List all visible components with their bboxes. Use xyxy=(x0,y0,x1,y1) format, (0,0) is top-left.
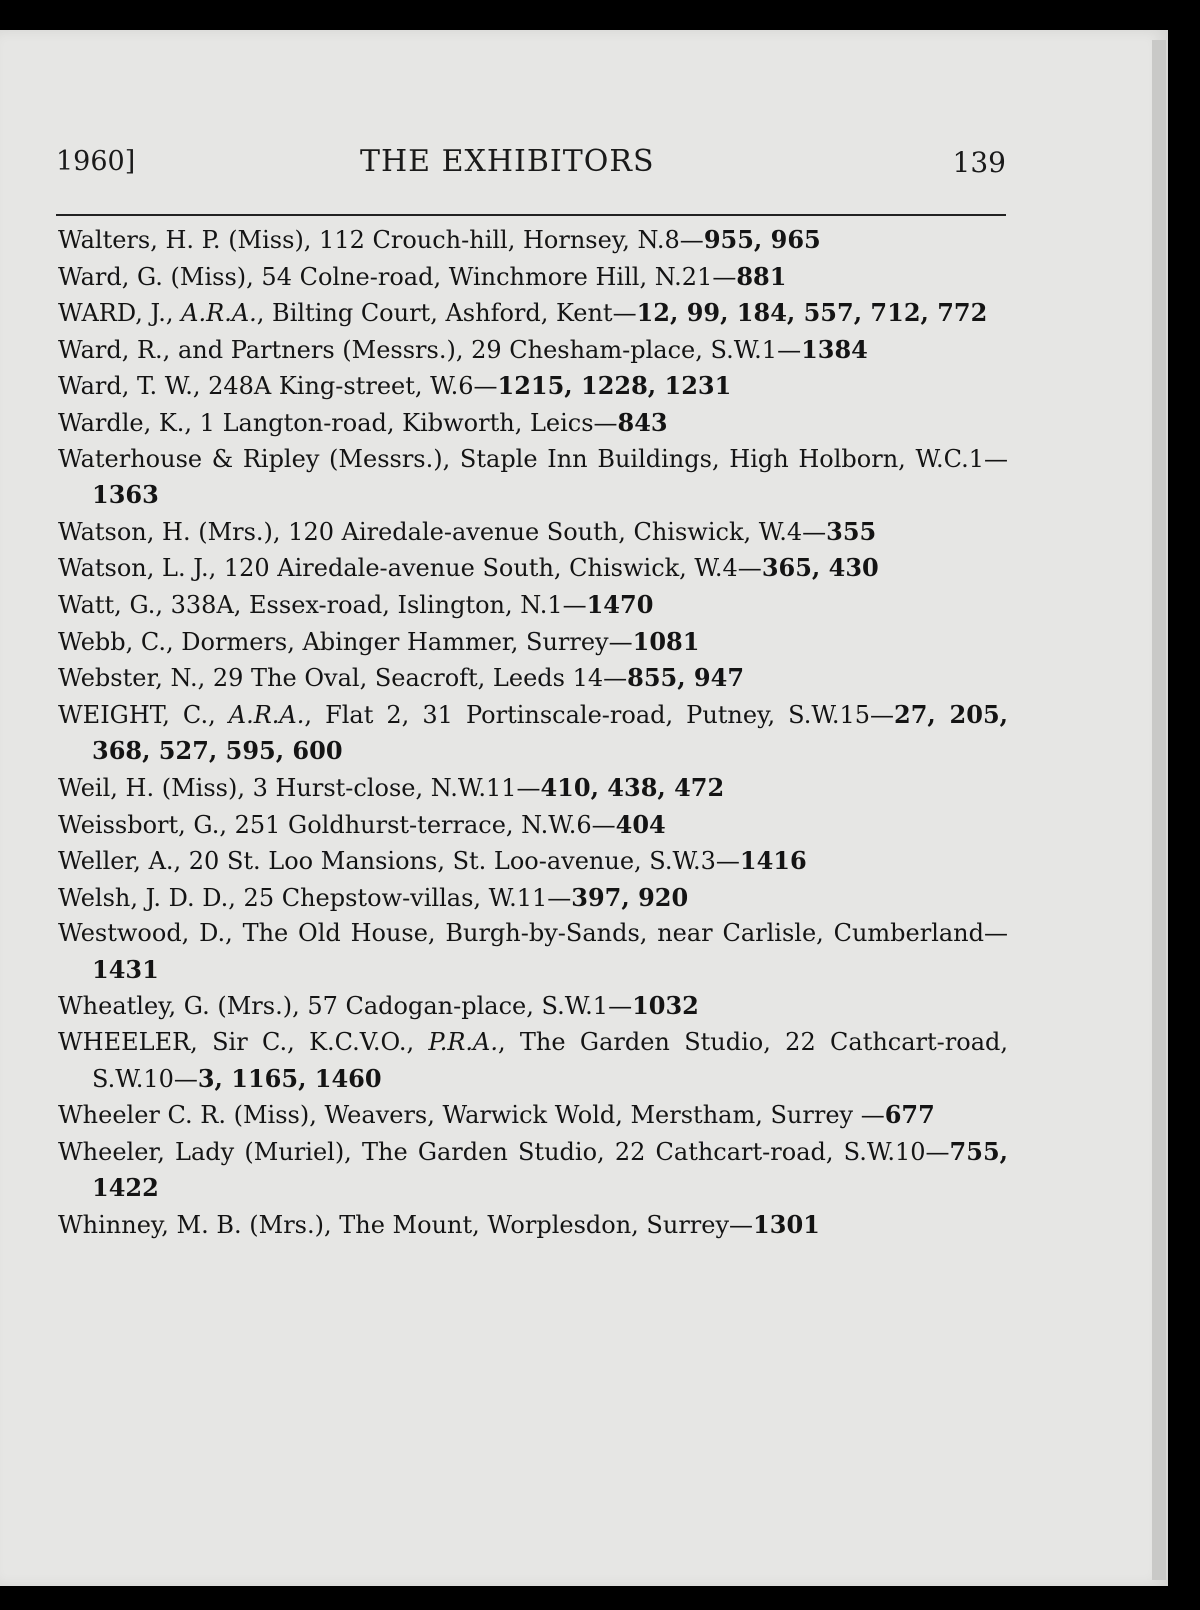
entry-numbers: 365, 430 xyxy=(761,553,879,583)
entry-text-rest: , The Garden Studio, 22 Cathcart-road, S.W.10— xyxy=(92,1028,1009,1093)
entry-numbers: 755, 1422 xyxy=(92,1136,1008,1203)
exhibitor-entry xyxy=(58,988,1008,1025)
entry-text: Weissbort, G., 251 Goldhurst-terrace, N.W.6— xyxy=(58,810,616,839)
entry-numbers: 881 xyxy=(736,261,787,291)
entry-numbers: 397, 920 xyxy=(571,882,689,912)
entry-numbers: 1384 xyxy=(801,334,868,364)
entry-text: Webster, N., 29 The Oval, Seacroft, Leeds 14— xyxy=(58,664,628,693)
entry-text: Weil, H. (Miss), 3 Hurst-close, N.W.11— xyxy=(58,773,541,802)
exhibitor-entry xyxy=(58,332,1008,369)
exhibitor-entry xyxy=(58,624,1008,661)
entry-numbers: 404 xyxy=(615,809,666,839)
entry-text: Westwood, D., The Old House, Burgh-by-Sands, near Carlisle, Cumberland— xyxy=(58,919,1008,948)
entry-text: Wardle, K., 1 Langton-road, Kibworth, Leics— xyxy=(58,408,618,437)
entry-text: Whinney, M. B. (Mrs.), The Mount, Worplesdon, Surrey— xyxy=(58,1211,754,1240)
entry-numbers: 955, 965 xyxy=(703,225,821,254)
exhibitor-entry xyxy=(58,1134,1008,1207)
entry-text: Wheeler C. R. (Miss), Weavers, Warwick Wold, Merstham, Surrey — xyxy=(58,1101,885,1130)
entry-honour: A.R.A. xyxy=(228,700,305,729)
page-edge xyxy=(1152,40,1166,1580)
exhibitor-entry xyxy=(58,916,1008,988)
exhibitor-entry xyxy=(58,368,1008,405)
exhibitor-entry xyxy=(58,587,1008,624)
entry-text-rest: , Flat 2, 31 Portinscale-road, Putney, S.W.15— xyxy=(304,700,895,729)
exhibitor-entry xyxy=(58,514,1008,551)
exhibitor-list xyxy=(58,222,1008,1244)
page-number: 139 xyxy=(952,146,1006,179)
entry-text: Ward, G. (Miss), 54 Colne-road, Winchmore Hill, N.21— xyxy=(58,262,737,291)
entry-numbers: 1032 xyxy=(632,991,699,1021)
exhibitor-entry xyxy=(58,259,1008,296)
exhibitor-entry xyxy=(58,295,1008,332)
entry-numbers: 1363 xyxy=(92,480,159,510)
entry-numbers: 843 xyxy=(617,407,668,437)
page-title: THE EXHIBITORS xyxy=(360,144,655,179)
entry-honour: P.R.A. xyxy=(428,1028,498,1057)
exhibitor-entry xyxy=(58,222,1008,259)
exhibitor-entry xyxy=(58,697,1008,770)
entry-text: Welsh, J. D. D., 25 Chepstow-villas, W.11— xyxy=(58,883,572,912)
entry-numbers: 1431 xyxy=(92,954,159,984)
header-year: 1960] xyxy=(56,146,136,177)
entry-text: WHEELER, Sir C., K.C.V.O., xyxy=(58,1028,429,1057)
entry-text: Walters, H. P. (Miss), 112 Crouch-hill, Hornsey, N.8— xyxy=(58,226,704,254)
entry-text: Waterhouse & Ripley (Messrs.), Staple Inn Buildings, High Holborn, W.C.1— xyxy=(58,444,1008,473)
entry-text: Watson, H. (Mrs.), 120 Airedale-avenue South, Chiswick, W.4— xyxy=(58,517,827,546)
exhibitor-entry xyxy=(58,770,1008,807)
entry-numbers: 677 xyxy=(884,1100,935,1130)
exhibitor-entry xyxy=(58,807,1008,844)
entry-text: WARD, J., xyxy=(58,299,182,328)
entry-text: Wheeler, Lady (Muriel), The Garden Studio, 22 Cathcart-road, S.W.10— xyxy=(58,1137,950,1166)
entry-numbers: 1301 xyxy=(753,1210,820,1240)
exhibitor-entry xyxy=(58,843,1008,880)
entry-honour: A.R.A. xyxy=(181,299,257,328)
exhibitor-entry xyxy=(58,405,1008,442)
entry-numbers: 27, 205, 368, 527, 595, 600 xyxy=(92,699,1009,766)
exhibitor-entry xyxy=(58,550,1008,587)
entry-text: Wheatley, G. (Mrs.), 57 Cadogan-place, S.W.1— xyxy=(58,992,633,1021)
entry-numbers: 410, 438, 472 xyxy=(540,772,725,802)
entry-numbers: 3, 1165, 1460 xyxy=(197,1063,382,1093)
exhibitor-entry xyxy=(58,442,1008,514)
header-rule xyxy=(56,214,1006,216)
exhibitor-entry xyxy=(58,880,1008,917)
running-header xyxy=(56,146,1006,190)
entry-numbers: 1081 xyxy=(632,626,700,656)
entry-text: Weller, A., 20 St. Loo Mansions, St. Loo-avenue, S.W.3— xyxy=(58,847,740,876)
entry-text: Ward, T. W., 248A King-street, W.6— xyxy=(58,372,498,401)
entry-numbers: 1470 xyxy=(586,589,654,619)
entry-numbers: 355 xyxy=(826,516,877,546)
exhibitor-entry xyxy=(58,1097,1008,1134)
entry-text: Watson, L. J., 120 Airedale-avenue South, Chiswick, W.4— xyxy=(58,554,762,583)
entry-text: Ward, R., and Partners (Messrs.), 29 Chesham-place, S.W.1— xyxy=(58,335,802,364)
entry-numbers: 1416 xyxy=(739,846,807,876)
entry-text: WEIGHT, C., xyxy=(58,700,229,729)
exhibitor-entry xyxy=(58,1025,1008,1097)
entry-text: Watt, G., 338A, Essex-road, Islington, N.1— xyxy=(58,590,587,619)
entry-numbers: 1215, 1228, 1231 xyxy=(497,371,732,401)
entry-text: Webb, C., Dormers, Abinger Hammer, Surrey— xyxy=(58,627,633,656)
entry-numbers: 855, 947 xyxy=(627,663,745,693)
exhibitor-entry xyxy=(58,1207,1008,1244)
entry-numbers: 12, 99, 184, 557, 712, 772 xyxy=(636,298,988,328)
exhibitor-entry xyxy=(58,660,1008,697)
entry-text-rest: , Bilting Court, Ashford, Kent— xyxy=(256,299,637,328)
